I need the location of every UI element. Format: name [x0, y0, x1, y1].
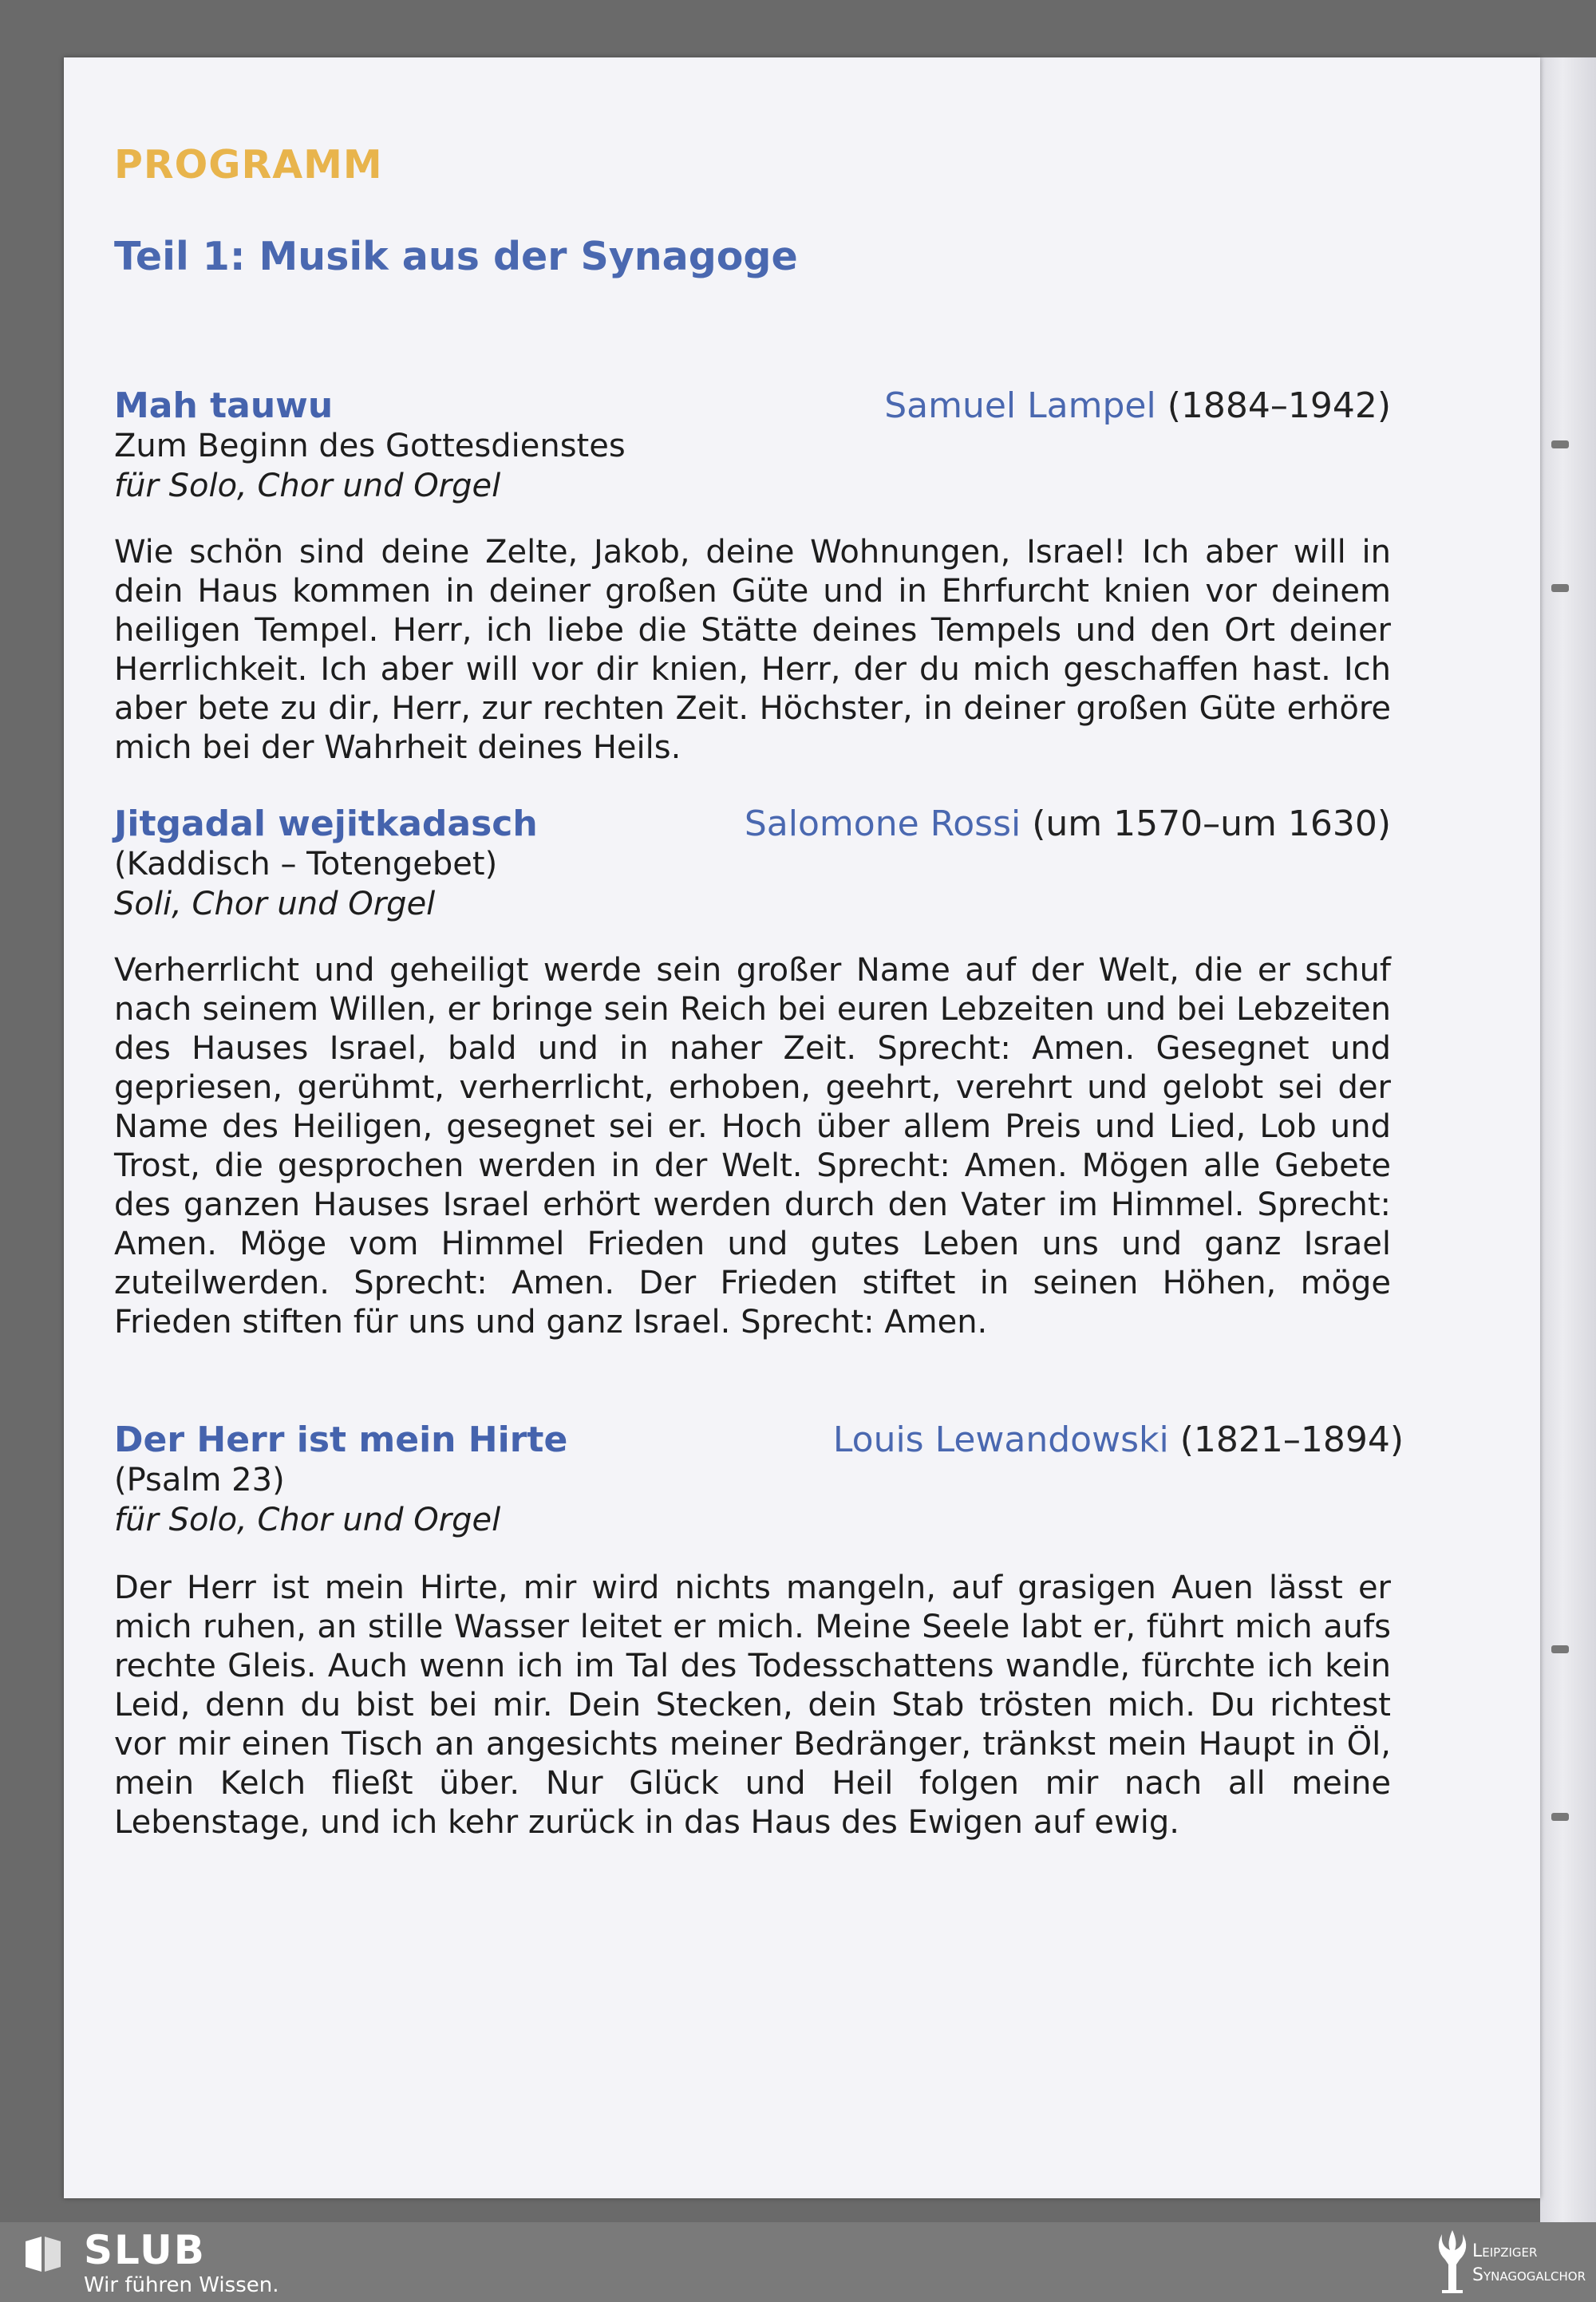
piece-subtitle — [114, 844, 497, 924]
piece-occasion: (Kaddisch – Totengebet) — [114, 846, 498, 882]
viewer-footer — [0, 2222, 1596, 2302]
piece-text: Wie schön sind deine Zelte, Jakob, deine Wohnungen, Israel! Ich aber will in dein Haus kommen in deiner großen Güte und in Ehrfurcht knien vor deinem heiligen Tempel. Herr, ich liebe die Stätte deines Tempels und den Ort deiner Herrlichkeit. Ich aber will vor dir knien, Herr, der du mich geschaffen hast. Ich aber bete zu dir, Herr, zur rechten Zeit. Höchster, in deiner großen Güte erhöre mich bei der Wahrheit deines Heils. — [114, 534, 1391, 766]
composer-name: Samuel Lampel — [884, 385, 1156, 426]
composer-dates: (1821–1894) — [1179, 1420, 1404, 1460]
composer-name: Salomone Rossi — [744, 804, 1021, 844]
slub-logo-icon[interactable] — [24, 2233, 62, 2275]
library-tagline: Wir führen Wissen. — [84, 2273, 279, 2297]
piece-title: Der Herr ist mein Hirte — [114, 1420, 568, 1460]
composer-dates: (1884–1942) — [1167, 385, 1391, 426]
library-name[interactable]: SLUB — [84, 2227, 206, 2273]
piece-occasion: Zum Beginn des Gottesdienstes — [114, 428, 626, 464]
piece-title: Mah tauwu — [114, 385, 334, 426]
piece-subtitle — [114, 1460, 500, 1540]
program-heading: PROGRAMM — [114, 142, 383, 188]
piece-text: Verherrlicht und geheiligt werde sein großer Name auf der Welt, die er schuf nach seinem Willen, er bringe sein Reich bei euren Lebzeiten und bei Lebzeiten des Hauses Israel, bald und in naher Zeit. Sprecht: Amen. Gesegnet und gepriesen, gerühmt, verherrlicht, erhoben, geehrt, verehrt und gelobt sei der Name des Heiligen, gesegnet sei er. Hoch über allem Preis und Lied, Lob und Trost, die gesprochen werden in der Welt. Sprecht: Amen. Mögen alle Gebete des ganzen Hauses Israel erhört werden durch den Vater im Himmel. Sprecht: Amen. Möge vom Himmel Frieden und gutes Leben uns und ganz Israel zuteilwerden. Sprecht: Amen. Der Frieden stiftet in seinen Höhen, möge Frieden stiften für uns und ganz Israel. Sprecht: Amen. — [114, 952, 1391, 1341]
piece-occasion: (Psalm 23) — [114, 1462, 285, 1498]
composer-dates: (um 1570–um 1630) — [1032, 804, 1391, 844]
section-title: Teil 1: Musik aus der Synagoge — [114, 234, 798, 279]
composer-name: Louis Lewandowski — [832, 1420, 1169, 1460]
choir-name-line2: Synagogalchor — [1472, 2265, 1586, 2285]
piece-text: Der Herr ist mein Hirte, mir wird nichts mangeln, auf grasigen Auen lässt er mich ruhen, an stille Wasser leitet er mich. Meine Seele labt er, führt mich aufs rechte Gleis. Auch wenn ich im Tal des Todesschattens wandle, fürchte ich kein Leid, denn du bist bei mir. Dein Stecken, dein Stab trösten mich. Du richtest vor mir einen Tisch an angesichts meiner Bedränger, tränkst mein Haupt in Öl, mein Kelch fließt über. Nur Glück und Heil folgen mir nach all meine Lebenstage, und ich kehr zurück in das Haus des Ewigen auf ewig. — [114, 1570, 1391, 1841]
composer — [884, 385, 1391, 426]
piece-subtitle — [114, 426, 626, 506]
piece-scoring: Soli, Chor und Orgel — [114, 886, 436, 922]
piece-scoring: für Solo, Chor und Orgel — [114, 468, 501, 504]
choir-logo-text — [1472, 2240, 1586, 2288]
composer — [833, 1420, 1404, 1460]
next-page-edge — [1540, 57, 1596, 2222]
choir-name-line1: Leipziger — [1472, 2241, 1538, 2261]
piece-scoring: für Solo, Chor und Orgel — [114, 1502, 501, 1538]
menorah-logo-icon — [1432, 2226, 1472, 2298]
composer — [745, 804, 1391, 844]
piece-title: Jitgadal wejitkadasch — [114, 804, 538, 844]
